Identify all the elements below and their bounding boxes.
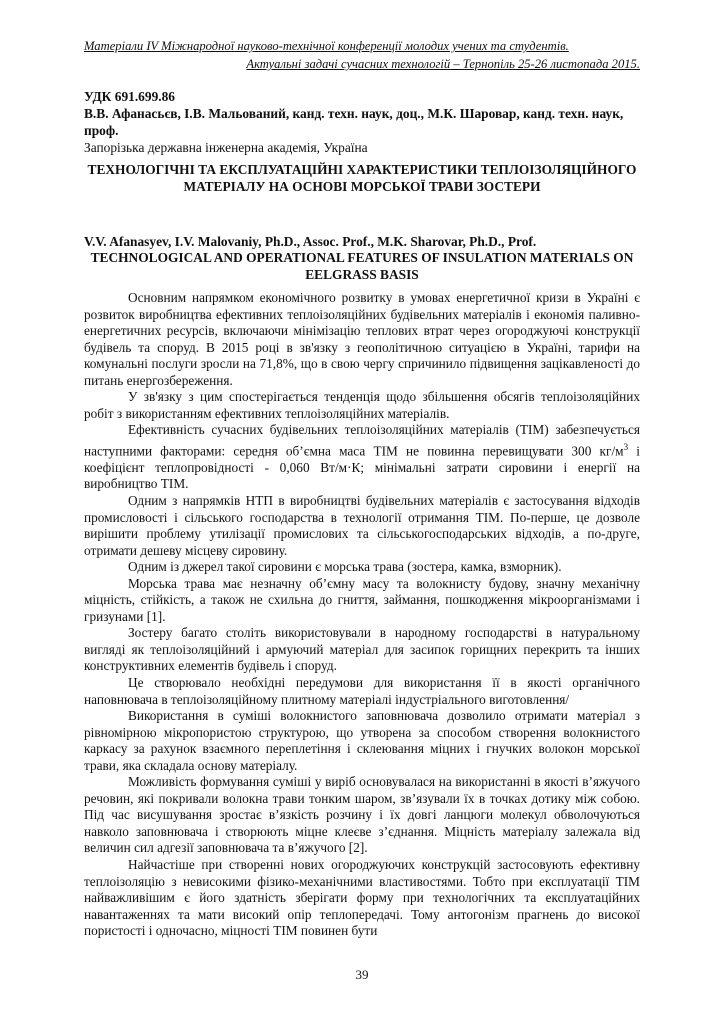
paragraph: Морська трава має незначну об’ємну масу та волокнисту будову, значну механічну міцність, стійкість, а також не схильна до гниття, займання, пошкодження мікроорганізмами і гризунами [1]. [84,575,640,624]
affiliation: Запорізька державна інженерна академія, Україна [84,140,368,155]
paragraph-text: і коефіцієнт теплопровідності - 0,060 Вт/м·К; мінімальні затрати сировини і енергії на виробництво ТІМ. [84,443,640,492]
paragraph-density [84,422,640,493]
superscript: 3 [623,441,629,452]
paragraph: Зостеру багато століть використовували в народному господарстві в натуральному вигляді як теплоізоляційний і армуючий матеріал для засипок горищних перекрить та інших конструктивних елементів будівель і споруд. [84,625,640,674]
paragraph: Основним напрямком економічного розвитку в умовах енергетичної кризи в Україні є розвиток виробництва ефективних теплоізоляційних будівельних матеріалів і економія паливно-енергетичних ресурсів, включаючи мінімізацію теплових втрат через огороджуючі конструкції будівель та споруд. В 2015 році в зв'язку з геополітичною ситуацією в Україні, тарифи на комунальні послуги зросли на 71,8%, що в свою чергу спричинило підвищення зацікавленості до питань енергозбереження. [84,290,640,388]
udk-code: УДК 691.699.86 [84,89,176,104]
authors-english: V.V. Afanasyev, I.V. Malovaniy, Ph.D., Assoc. Prof., M.K. Sharovar, Ph.D., Prof. [84,234,537,249]
paragraph: У зв'язку з цим спостерігається тенденція щодо збільшення обсягів теплоізоляційних робіт з використанням ефективних теплоізоляційних матеріалів. [84,389,640,421]
paragraph: Найчастіше при створенні нових огороджуючих конструкцій застосовують ефективну теплоізоляцію з невисокими фізико-механічними властивостями. Тобто при експлуатації ТІМ найважливішим є його здатність зберігати форму при технологічних та експлуатаційних навантаженнях та мати високий опір теплопередачі. Тому антогонізм прагнень до високої пористості і одночасно, міцності ТІМ повинен бути [84,857,640,939]
title-english: TECHNOLOGICAL AND OPERATIONAL FEATURES OF INSULATION MATERIALS ON EELGRASS BASIS [90,250,634,282]
title-ukrainian: ТЕХНОЛОГІЧНІ ТА ЕКСПЛУАТАЦІЙНІ ХАРАКТЕРИСТИКИ ТЕПЛОІЗОЛЯЦІЙНОГО МАТЕРІАЛУ НА ОСНОВІ МОРСЬКОЇ ТРАВИ ЗОСТЕРИ [87,162,637,194]
paragraph: Одним з напрямків НТП в виробництві будівельних матеріалів є застосування відходів промисловості і сільського господарства в технології отримання ТІМ. По-перше, це дозволе вирішити проблему утилізації промислових та сільськогосподарських відходів, а по-друге, отримати дешеву місцеву сировину. [84,492,640,558]
running-header-topic: Актуальні задачі сучасних технологій – Тернопіль 25-26 листопада 2015. [246,57,640,71]
authors-ua: В.В. Афанасьєв, І.В. Мальований, канд. техн. наук, доц., М.К. Шаровар, канд. техн. наук, проф. [84,106,624,138]
article-body [84,290,640,940]
paragraph-text: Ефективність сучасних будівельних теплоізоляційних матеріалів (ТІМ) забезпечується наступними факторами: середня об’ємна маса ТІМ не повинна перевищувати 300 кг/м [84,422,640,459]
page-number: 39 [355,967,369,982]
paragraph: Можливість формування суміші у виріб основувалася на використанні в якості в’яжучого речовин, які покривали волокна трави тонким шаром, зв’язували їх в точках дотику між собою. Під час висушування зростає в’язкість розчину і їх довгі ланцюги молекул обволочуються навколо заповнювача і створюють міцне клеєве з’єднання. Міцність матеріалу залежала від величин сил адгезії заповнювача та в’яжучого [2]. [84,774,640,856]
paragraph: Одним із джерел такої сировини є морська трава (зостера, камка, взморник). [128,559,562,575]
paragraph: Це створювало необхідні передумови для використання її в якості органічного наповнювача в теплоізоляційному плитному матеріалі індустріального виготовлення/ [84,675,640,707]
paragraph: Використання в суміші волокнистого заповнювача дозволило отримати матеріал з рівномірною мікропористою структурою, що утворена за способом створення волокнистого каркасу за рахунок взаємного переплетіння і склеювання міцних і гнучких волокон морської трави, яка складала основу матеріалу. [84,708,640,773]
running-header-conference: Матеріали IV Міжнародної науково-технічної конференції молодих учених та студентів. [84,39,569,53]
